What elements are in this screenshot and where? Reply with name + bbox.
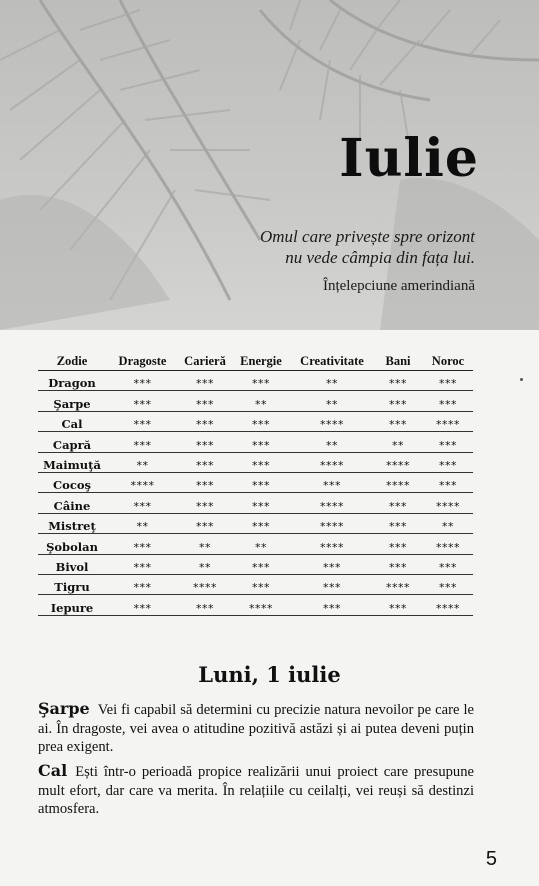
- rating-cell: ****: [291, 534, 373, 554]
- rating-cell: **: [106, 513, 179, 533]
- day-heading: Luni, 1 iulie: [198, 662, 341, 687]
- rating-cell: **: [179, 534, 231, 554]
- rating-cell: ***: [423, 371, 473, 391]
- rating-cell: ****: [373, 472, 423, 492]
- column-header: Creativitate: [291, 352, 373, 371]
- rating-cell: ****: [373, 452, 423, 472]
- zodiac-sign: Bivol: [38, 554, 106, 574]
- rating-cell: ***: [231, 432, 291, 452]
- rating-cell: ****: [179, 574, 231, 594]
- rating-cell: ****: [291, 513, 373, 533]
- rating-cell: ***: [179, 452, 231, 472]
- table-row: [38, 554, 473, 574]
- rating-cell: ***: [106, 411, 179, 431]
- rating-cell: ***: [373, 371, 423, 391]
- rating-cell: ****: [106, 472, 179, 492]
- rating-cell: ***: [423, 432, 473, 452]
- quote: [260, 226, 475, 268]
- rating-cell: **: [179, 554, 231, 574]
- rating-cell: ***: [423, 554, 473, 574]
- horoscope-entry: [38, 700, 474, 757]
- rating-cell: ***: [291, 554, 373, 574]
- entry-text: Vei fi capabil să determini cu precizie natura nevoilor pe care le ai. În dragoste, vei avea o atitudine pozitivă astăzi și ai putea deveni puțin prea exigent.: [38, 702, 474, 755]
- rating-cell: ***: [179, 432, 231, 452]
- quote-line: nu vede câmpia din fața lui.: [285, 248, 475, 267]
- rating-cell: ***: [291, 595, 373, 615]
- table-row: [38, 574, 473, 594]
- zodiac-sign: Cal: [38, 411, 106, 431]
- rating-cell: ***: [106, 595, 179, 615]
- column-header: Zodie: [38, 352, 106, 371]
- zodiac-sign: Capră: [38, 432, 106, 452]
- rating-cell: ***: [373, 391, 423, 411]
- entry-sign: Şarpe: [38, 699, 90, 718]
- rating-cell: ***: [231, 452, 291, 472]
- rating-cell: ****: [373, 574, 423, 594]
- table-header-row: [38, 352, 473, 371]
- column-header: Dragoste: [106, 352, 179, 371]
- quote-line: Omul care privește spre orizont: [260, 227, 475, 246]
- zodiac-sign: Mistreţ: [38, 513, 106, 533]
- rating-cell: ****: [423, 411, 473, 431]
- table-row: [38, 534, 473, 554]
- rating-cell: ***: [231, 513, 291, 533]
- rating-cell: ***: [106, 391, 179, 411]
- rating-cell: ***: [106, 534, 179, 554]
- zodiac-sign: Şobolan: [38, 534, 106, 554]
- table-row: [38, 493, 473, 513]
- rating-cell: ****: [291, 411, 373, 431]
- zodiac-sign: Cocoş: [38, 472, 106, 492]
- rating-cell: **: [291, 391, 373, 411]
- zodiac-ratings-table: [38, 352, 473, 616]
- rating-cell: ***: [423, 472, 473, 492]
- rating-cell: ***: [106, 493, 179, 513]
- zodiac-sign: Maimuţă: [38, 452, 106, 472]
- entry-text: Ești într-o perioadă propice realizării unui proiect care presupune mult efort, dar care va merita. În relațiile cu ceilalți, vei reuși să destinzi atmosfera.: [38, 764, 474, 817]
- rating-cell: ****: [423, 493, 473, 513]
- zodiac-sign: Iepure: [38, 595, 106, 615]
- zodiac-sign: Tigru: [38, 574, 106, 594]
- rating-cell: ***: [231, 493, 291, 513]
- rating-cell: ***: [179, 411, 231, 431]
- zodiac-sign: Câine: [38, 493, 106, 513]
- speck: [520, 378, 523, 381]
- rating-cell: ****: [231, 595, 291, 615]
- table-row: [38, 371, 473, 391]
- rating-cell: ***: [179, 513, 231, 533]
- rating-cell: ***: [423, 391, 473, 411]
- table-row: [38, 411, 473, 431]
- rating-cell: **: [423, 513, 473, 533]
- rating-cell: ***: [231, 554, 291, 574]
- rating-cell: ***: [231, 472, 291, 492]
- rating-cell: ***: [373, 534, 423, 554]
- rating-cell: **: [373, 432, 423, 452]
- table-row: [38, 513, 473, 533]
- rating-cell: ***: [179, 595, 231, 615]
- rating-cell: ***: [106, 432, 179, 452]
- entry-sign: Cal: [38, 761, 68, 780]
- rating-cell: ***: [179, 371, 231, 391]
- rating-cell: ***: [106, 574, 179, 594]
- rating-cell: ***: [291, 472, 373, 492]
- rating-cell: ***: [373, 493, 423, 513]
- zodiac-sign: Dragon: [38, 371, 106, 391]
- column-header: Noroc: [423, 352, 473, 371]
- rating-cell: ***: [373, 554, 423, 574]
- table-row: [38, 472, 473, 492]
- rating-cell: ****: [291, 452, 373, 472]
- horoscope-entry: [38, 762, 474, 819]
- rating-cell: ***: [179, 493, 231, 513]
- page-number: 5: [485, 848, 497, 870]
- rating-cell: ***: [373, 411, 423, 431]
- rating-cell: ***: [179, 472, 231, 492]
- rating-cell: ****: [291, 493, 373, 513]
- table-row: [38, 595, 473, 615]
- rating-cell: ***: [423, 574, 473, 594]
- rating-cell: ***: [179, 391, 231, 411]
- rating-cell: **: [106, 452, 179, 472]
- rating-cell: ***: [106, 371, 179, 391]
- rating-cell: ***: [373, 513, 423, 533]
- rating-cell: ***: [106, 554, 179, 574]
- table-row: [38, 391, 473, 411]
- rating-cell: ****: [423, 595, 473, 615]
- rating-cell: ***: [231, 574, 291, 594]
- rating-cell: ****: [423, 534, 473, 554]
- rating-cell: ***: [373, 595, 423, 615]
- rating-cell: ***: [231, 371, 291, 391]
- column-header: Energie: [231, 352, 291, 371]
- quote-source: Înțelepciune amerindiană: [322, 278, 475, 294]
- rating-cell: ***: [423, 452, 473, 472]
- zodiac-sign: Şarpe: [38, 391, 106, 411]
- rating-cell: **: [231, 391, 291, 411]
- column-header: Carieră: [179, 352, 231, 371]
- rating-cell: **: [291, 432, 373, 452]
- rating-cell: **: [291, 371, 373, 391]
- month-title: Iulie: [339, 128, 479, 189]
- column-header: Bani: [373, 352, 423, 371]
- table-row: [38, 432, 473, 452]
- rating-cell: **: [231, 534, 291, 554]
- table-row: [38, 452, 473, 472]
- rating-cell: ***: [231, 411, 291, 431]
- rating-cell: ***: [291, 574, 373, 594]
